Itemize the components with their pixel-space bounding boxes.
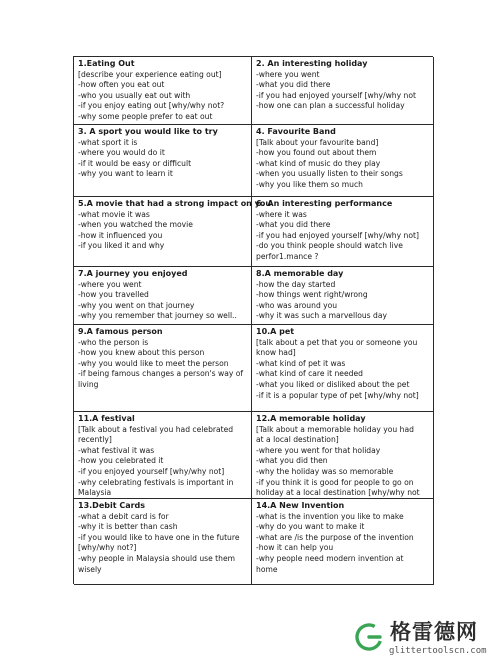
topic-prompt-line: -why do you want to make it [256, 522, 365, 532]
topic-prompt-line: -why it is better than cash [78, 522, 178, 532]
topic-prompt-line: -why you would like to meet the person [78, 358, 229, 368]
topic-prompt-line: -how often you eat out [78, 80, 165, 90]
topic-prompt-line: at a local destination] [256, 435, 339, 445]
topic-prompt-line: -how it influenced you [78, 230, 163, 240]
topic-prompt-line: -if it is a popular type of pet [why/why not] [256, 390, 419, 400]
topic-prompt-line: Malaysia [78, 488, 112, 498]
topic-prompt-line: -what you liked or disliked about the pet [256, 379, 410, 389]
topic-cell [252, 267, 434, 325]
topic-cell [74, 57, 252, 125]
g-logo-icon [354, 622, 384, 652]
topic-cell [74, 197, 272, 267]
topic-prompt-line: know had] [256, 348, 296, 358]
topic-title: 5.A movie that had a strong impact on you [78, 199, 272, 208]
topic-title: 13.Debit Cards [78, 501, 146, 510]
watermark-title: 格雷德网 [390, 620, 478, 644]
topic-title: 3. A sport you would like to try [78, 127, 218, 136]
topic-prompt-line: -if you would like to have one in the future [78, 532, 240, 542]
topic-prompt-line: -who the person is [78, 337, 149, 347]
topic-title: 2. An interesting holiday [256, 59, 368, 68]
topic-cell [74, 125, 252, 197]
topic-prompt-line: -why you remember that journey so well.. [78, 311, 237, 321]
topic-prompt-line: -why you want to learn it [78, 169, 173, 179]
topic-title: 1.Eating Out [78, 59, 135, 68]
topic-prompt-line: -how things went right/wrong [256, 290, 368, 300]
topic-cell [252, 125, 434, 197]
topic-prompt-line: -if it would be easy or difficult [78, 158, 192, 168]
topic-prompt-line: -how it can help you [256, 543, 334, 553]
topic-prompt-line: -where it was [256, 209, 307, 219]
topic-prompt-line: -how you found out about them [256, 148, 377, 158]
topic-cell [252, 499, 434, 585]
topic-prompt-line: living [78, 379, 99, 389]
topic-prompt-line: -what kind of music do they play [256, 158, 381, 168]
topic-prompt-line: -why people need modern invention at [256, 553, 404, 563]
topic-title: 9.A famous person [78, 327, 163, 336]
topic-prompt-line: -why you went on that journey [78, 300, 195, 310]
topic-cell [74, 267, 252, 325]
topic-cell [252, 57, 434, 125]
topic-cell [252, 197, 434, 267]
topic-prompt-line: -if you enjoyed yourself [why/why not] [78, 466, 225, 476]
topic-prompt-line: home [256, 564, 278, 574]
topic-title: 8.A memorable day [256, 269, 344, 278]
topic-cell [74, 499, 252, 585]
topic-prompt-line: -why people in Malaysia should use them [78, 553, 236, 563]
topic-prompt-line: [Talk about a festival you had celebrated [78, 424, 234, 434]
topic-prompt-line: -how you celebrated it [78, 456, 164, 466]
topic-cell [74, 412, 252, 499]
site-watermark [354, 618, 500, 666]
topic-title: 4. Favourite Band [256, 127, 336, 136]
topic-prompt-line: -why the holiday was so memorable [256, 466, 394, 476]
topic-prompt-line: -where you went [256, 69, 320, 79]
topic-prompt-line: -where you went [78, 279, 142, 289]
topic-prompt-line: -who you usually eat out with [78, 90, 191, 100]
topic-prompt-line: -what a debit card is for [78, 511, 169, 521]
topic-prompt-line: wisely [78, 564, 102, 574]
topic-prompt-line: [describe your experience eating out] [78, 69, 222, 79]
topic-prompt-line: -how you travelled [78, 290, 149, 300]
topic-prompt-line: -how the day started [256, 279, 336, 289]
topic-prompt-line: -if you had enjoyed yourself [why/why not] [256, 230, 419, 240]
topic-prompt-line: -what sport it is [78, 137, 138, 147]
speaking-topics-table [73, 56, 433, 584]
topic-title: 10.A pet [256, 327, 295, 336]
topic-prompt-line: -what are /is the purpose of the invention [256, 532, 414, 542]
topic-cell [252, 325, 434, 412]
topic-prompt-line: -what you did there [256, 220, 331, 230]
topic-cell [252, 412, 434, 499]
topic-prompt-line: -what movie it was [78, 209, 150, 219]
topic-prompt-line: -what festival it was [78, 445, 155, 455]
topic-prompt-line: -who was around you [256, 300, 338, 310]
topic-prompt-line: [Talk about your favourite band] [256, 137, 379, 147]
topic-prompt-line: -why celebrating festivals is important in [78, 477, 234, 487]
topic-prompt-line: -if you enjoy eating out [why/why not? [78, 101, 225, 111]
topic-title: 14.A New Invention [256, 501, 345, 510]
topic-cell [74, 325, 252, 412]
topic-prompt-line: -what you did there [256, 80, 331, 90]
topic-title: 11.A festival [78, 414, 135, 423]
topic-prompt-line: -how you knew about this person [78, 348, 205, 358]
topic-prompt-line: -where you went for that holiday [256, 445, 381, 455]
topic-prompt-line: -if being famous changes a person's way of [78, 369, 244, 379]
topic-title: 12.A memorable holiday [256, 414, 366, 423]
topic-prompt-line: -if you think it is good for people to go on [256, 477, 414, 487]
topic-prompt-line: holiday at a local destination [why/why not [256, 488, 420, 498]
topic-prompt-line: -how one can plan a successful holiday [256, 101, 405, 111]
topic-prompt-line: [Talk about a memorable holiday you had [256, 424, 414, 434]
topic-prompt-line: -if you liked it and why [78, 241, 165, 251]
topic-prompt-line: -if you had enjoyed yourself [why/why not [256, 90, 416, 100]
watermark-url: glittertoolscn.com [389, 646, 487, 656]
topic-prompt-line: -what is the invention you like to make [256, 511, 404, 521]
topic-prompt-line: -why it was such a marvellous day [256, 311, 387, 321]
topic-prompt-line: [talk about a pet that you or someone you [256, 337, 418, 347]
topic-prompt-line: -when you usually listen to their songs [256, 169, 403, 179]
topic-prompt-line: -what kind of care it needed [256, 369, 363, 379]
topic-prompt-line: -do you think people should watch live [256, 241, 403, 251]
topic-prompt-line: -why some people prefer to eat out [78, 111, 213, 121]
topic-title: 6. An interesting performance [256, 199, 393, 208]
topic-prompt-line: [why/why not?] [78, 543, 137, 553]
topic-prompt-line: -what you did then [256, 456, 328, 466]
topic-prompt-line: perfor1.mance ? [256, 251, 319, 261]
topic-prompt-line: -when you watched the movie [78, 220, 193, 230]
topic-prompt-line: -where you would do it [78, 148, 165, 158]
topic-prompt-line: -why you like them so much [256, 179, 363, 189]
topic-prompt-line: recently] [78, 435, 112, 445]
topic-prompt-line: -what kind of pet it was [256, 358, 346, 368]
topic-title: 7.A journey you enjoyed [78, 269, 188, 278]
